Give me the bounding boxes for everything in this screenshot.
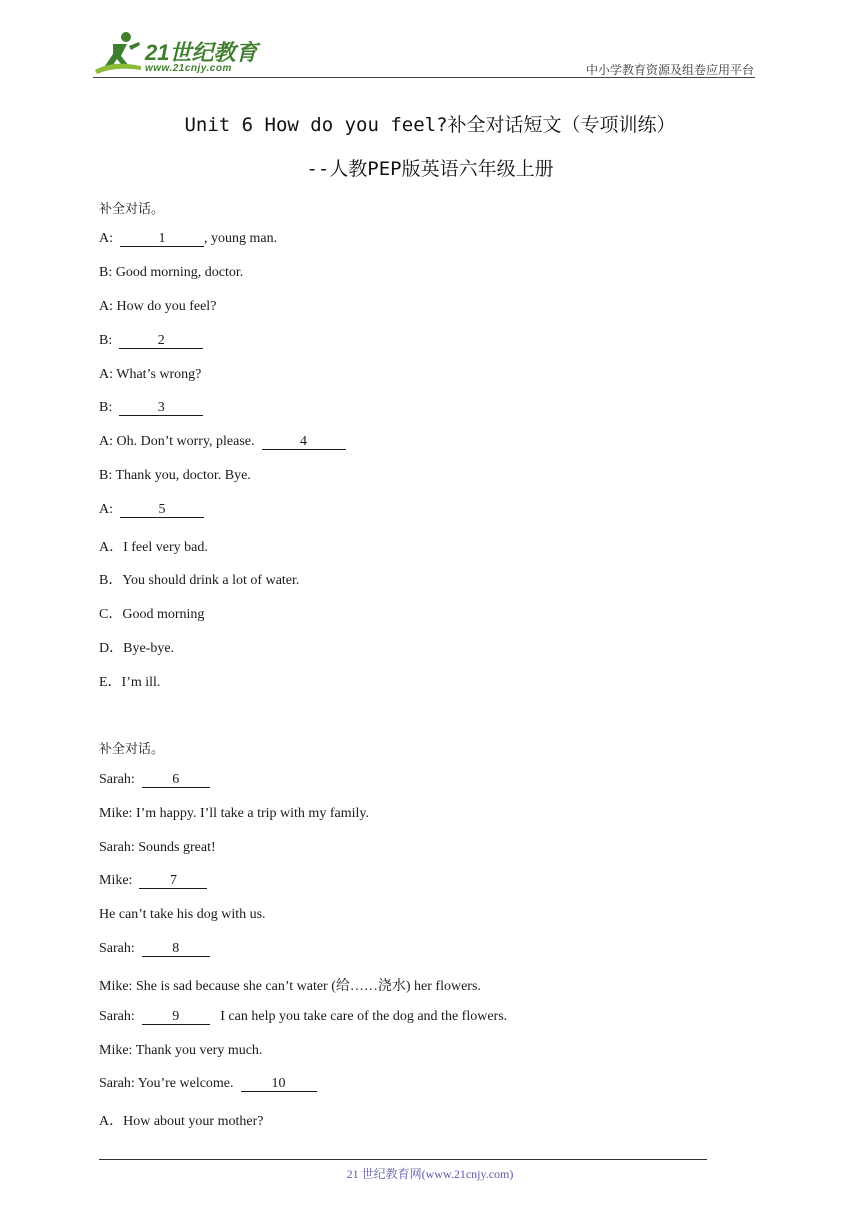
dialogue-line: Mike: 7 bbox=[99, 873, 207, 889]
section1-heading: 补全对话。 bbox=[99, 202, 165, 217]
answer-blank-4[interactable]: 4 bbox=[262, 435, 346, 450]
dialogue-line: B: Thank you, doctor. Bye. bbox=[99, 468, 251, 483]
section2-heading: 补全对话。 bbox=[99, 742, 165, 757]
answer-blank-7[interactable]: 7 bbox=[139, 874, 207, 889]
answer-blank-6[interactable]: 6 bbox=[142, 773, 210, 788]
footer-link[interactable]: 21 世纪教育网(www.21cnjy.com) bbox=[346, 1167, 514, 1181]
dialogue-line: Mike: Thank you very much. bbox=[99, 1043, 263, 1058]
answer-blank-3[interactable]: 3 bbox=[119, 401, 203, 416]
option-item: E．I’m ill. bbox=[99, 675, 161, 690]
logo-brand-text: 21世纪教育 bbox=[145, 40, 258, 65]
dialogue-line: B: Good morning, doctor. bbox=[99, 265, 244, 280]
option-item: A．How about your mother? bbox=[99, 1114, 264, 1129]
dialogue-line: Mike: She is sad because she can’t water (给……浇水) her flowers. bbox=[99, 979, 481, 994]
option-item: B．You should drink a lot of water. bbox=[99, 573, 300, 588]
dialogue-line: A: 1 , young man. bbox=[99, 231, 278, 246]
answer-blank-8[interactable]: 8 bbox=[142, 942, 210, 957]
dialogue-line: B: 2 bbox=[99, 333, 203, 349]
document-subtitle: --人教PEP版英语六年级上册 bbox=[306, 158, 554, 180]
option-item: C．Good morning bbox=[99, 607, 205, 622]
dialogue-line: A: How do you feel? bbox=[99, 299, 217, 314]
dialogue-line: Mike: I’m happy. I’ll take a trip with my family. bbox=[99, 806, 369, 821]
dialogue-line: Sarah: 9 I can help you take care of the dog and the flowers. bbox=[99, 1009, 508, 1024]
answer-blank-10[interactable]: 10 bbox=[241, 1077, 317, 1092]
dialogue-line: Sarah: 6 bbox=[99, 772, 210, 788]
answer-blank-5[interactable]: 5 bbox=[120, 503, 204, 518]
site-logo[interactable] bbox=[93, 30, 263, 78]
dialogue-line: Sarah: 8 bbox=[99, 941, 210, 957]
dialogue-line: A: 5 bbox=[99, 502, 204, 518]
answer-blank-9[interactable]: 9 bbox=[142, 1010, 210, 1025]
logo-url-text: www.21cnjy.com bbox=[145, 63, 232, 74]
dialogue-line: B: 3 bbox=[99, 400, 203, 416]
dialogue-line: Sarah: Sounds great! bbox=[99, 840, 216, 855]
option-item: D．Bye-bye. bbox=[99, 641, 175, 656]
option-item: A．I feel very bad. bbox=[99, 540, 208, 555]
header-divider bbox=[93, 77, 755, 78]
dialogue-line: A: Oh. Don’t worry, please. 4 bbox=[99, 434, 346, 450]
platform-label: 中小学教育资源及组卷应用平台 bbox=[585, 63, 754, 77]
dialogue-line: He can’t take his dog with us. bbox=[99, 907, 266, 922]
runner-logo-icon bbox=[93, 30, 145, 76]
document-title: Unit 6 How do you feel?补全对话短文（专项训练） bbox=[184, 114, 676, 136]
answer-blank-2[interactable]: 2 bbox=[119, 334, 203, 349]
page-header bbox=[0, 0, 860, 80]
footer-divider bbox=[99, 1159, 707, 1160]
dialogue-line: Sarah: You’re welcome. 10 bbox=[99, 1076, 317, 1092]
dialogue-line: A: What’s wrong? bbox=[99, 367, 202, 382]
answer-blank-1[interactable]: 1 bbox=[120, 232, 204, 247]
